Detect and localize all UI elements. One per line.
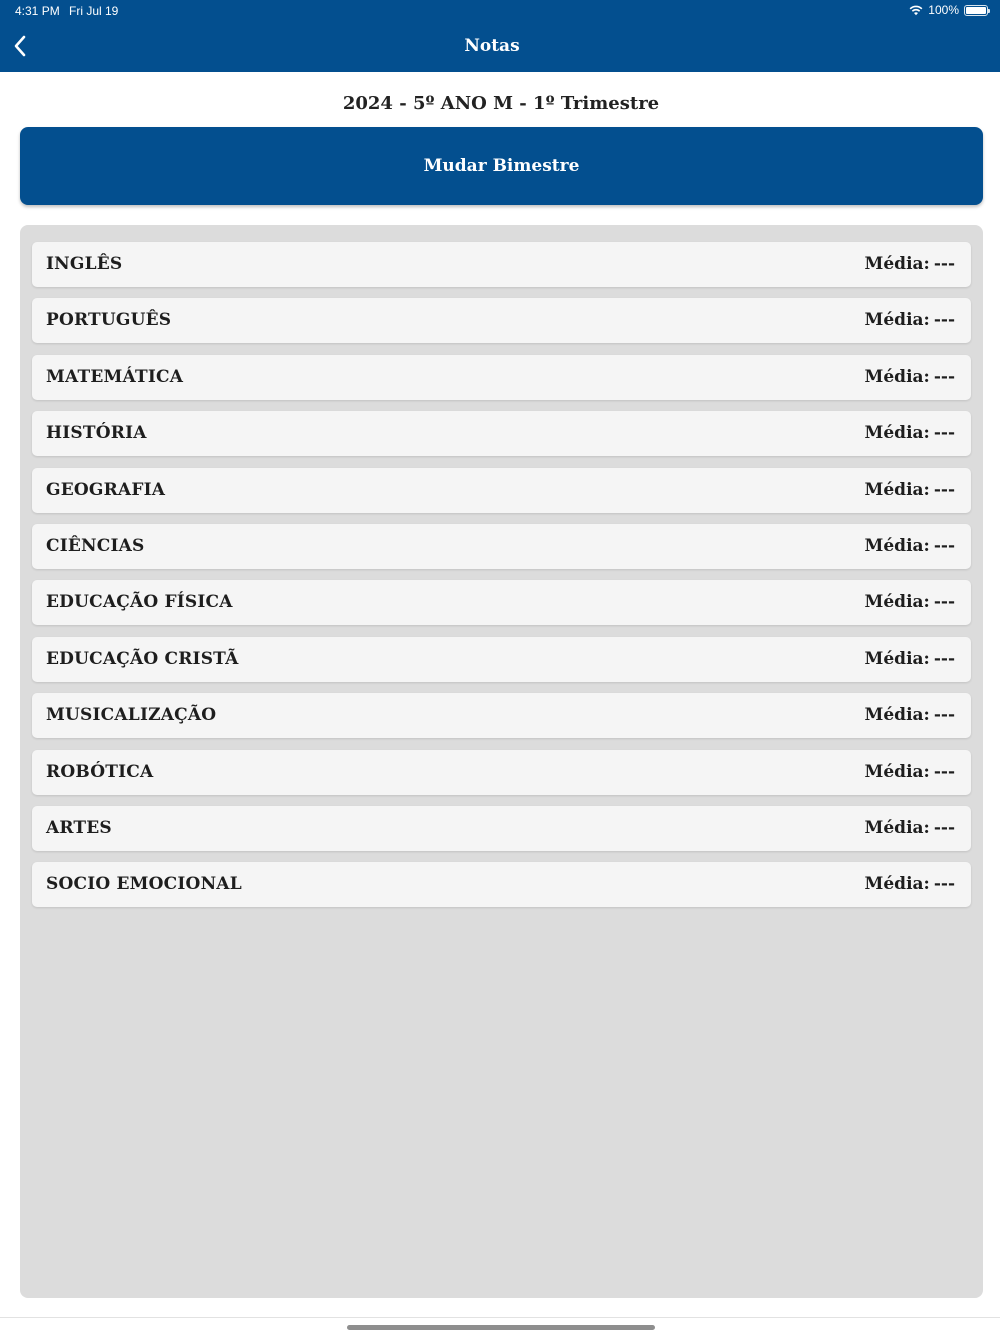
page-title: Notas xyxy=(464,36,520,56)
subject-average xyxy=(865,874,955,894)
subject-row[interactable] xyxy=(32,862,971,907)
average-value: --- xyxy=(933,705,955,725)
average-label: Média: xyxy=(864,705,930,725)
average-value: --- xyxy=(933,762,955,782)
subject-row[interactable] xyxy=(32,298,971,343)
average-value: --- xyxy=(933,310,955,330)
subject-average xyxy=(865,423,955,443)
subject-name: ROBÓTICA xyxy=(46,762,154,782)
subject-row[interactable] xyxy=(32,524,971,569)
subject-average xyxy=(865,762,955,782)
subject-name: ARTES xyxy=(46,818,112,838)
subject-row[interactable] xyxy=(32,468,971,513)
subject-average xyxy=(865,818,955,838)
average-label: Média: xyxy=(864,874,930,894)
subject-name: GEOGRAFIA xyxy=(46,480,166,500)
subject-row[interactable] xyxy=(32,411,971,456)
subject-row[interactable] xyxy=(32,242,971,287)
average-label: Média: xyxy=(864,480,930,500)
navigation-bar xyxy=(0,0,1000,72)
average-value: --- xyxy=(933,254,955,274)
average-value: --- xyxy=(933,649,955,669)
subject-name: PORTUGUÊS xyxy=(46,310,172,330)
subject-name: EDUCAÇÃO FÍSICA xyxy=(46,592,233,612)
subject-row[interactable] xyxy=(32,806,971,851)
period-title: 2024 - 5º ANO M - 1º Trimestre xyxy=(342,93,660,114)
subject-name: MUSICALIZAÇÃO xyxy=(46,705,217,725)
average-label: Média: xyxy=(864,423,930,443)
subject-name: EDUCAÇÃO CRISTÃ xyxy=(46,649,239,669)
average-label: Média: xyxy=(864,592,930,612)
average-label: Média: xyxy=(864,649,930,669)
subject-row[interactable] xyxy=(32,355,971,400)
average-label: Média: xyxy=(864,367,930,387)
subject-average xyxy=(865,649,955,669)
average-value: --- xyxy=(933,818,955,838)
subject-name: MATEMÁTICA xyxy=(46,367,184,387)
subject-name: HISTÓRIA xyxy=(46,423,147,443)
grades-list xyxy=(20,225,983,1298)
subject-name: CIÊNCIAS xyxy=(46,536,145,556)
average-value: --- xyxy=(933,480,955,500)
subject-average xyxy=(865,480,955,500)
status-time: 4:31 PM xyxy=(15,4,60,18)
average-value: --- xyxy=(933,874,955,894)
average-value: --- xyxy=(933,536,955,556)
average-value: --- xyxy=(933,423,955,443)
bottom-divider xyxy=(0,1317,1000,1318)
subject-row[interactable] xyxy=(32,693,971,738)
average-label: Média: xyxy=(864,536,930,556)
average-label: Média: xyxy=(864,310,930,330)
average-label: Média: xyxy=(864,818,930,838)
subject-average xyxy=(865,536,955,556)
subject-row[interactable] xyxy=(32,580,971,625)
subject-average xyxy=(865,592,955,612)
subject-name: SOCIO EMOCIONAL xyxy=(46,874,242,894)
subject-average xyxy=(865,705,955,725)
average-value: --- xyxy=(933,592,955,612)
subject-average xyxy=(865,310,955,330)
change-period-button[interactable]: Mudar Bimestre xyxy=(20,127,983,205)
average-label: Média: xyxy=(864,254,930,274)
battery-percentage: 100% xyxy=(928,3,959,17)
subject-average xyxy=(865,367,955,387)
subject-name: INGLÊS xyxy=(46,254,123,274)
subject-row[interactable] xyxy=(32,637,971,682)
subject-row[interactable] xyxy=(32,750,971,795)
status-indicators xyxy=(909,3,988,17)
home-indicator[interactable] xyxy=(347,1325,655,1330)
battery-icon xyxy=(964,5,988,16)
status-bar xyxy=(0,0,1000,22)
subject-average xyxy=(865,254,955,274)
average-label: Média: xyxy=(864,762,930,782)
average-value: --- xyxy=(933,367,955,387)
wifi-icon xyxy=(909,4,923,16)
status-date: Fri Jul 19 xyxy=(69,4,119,18)
